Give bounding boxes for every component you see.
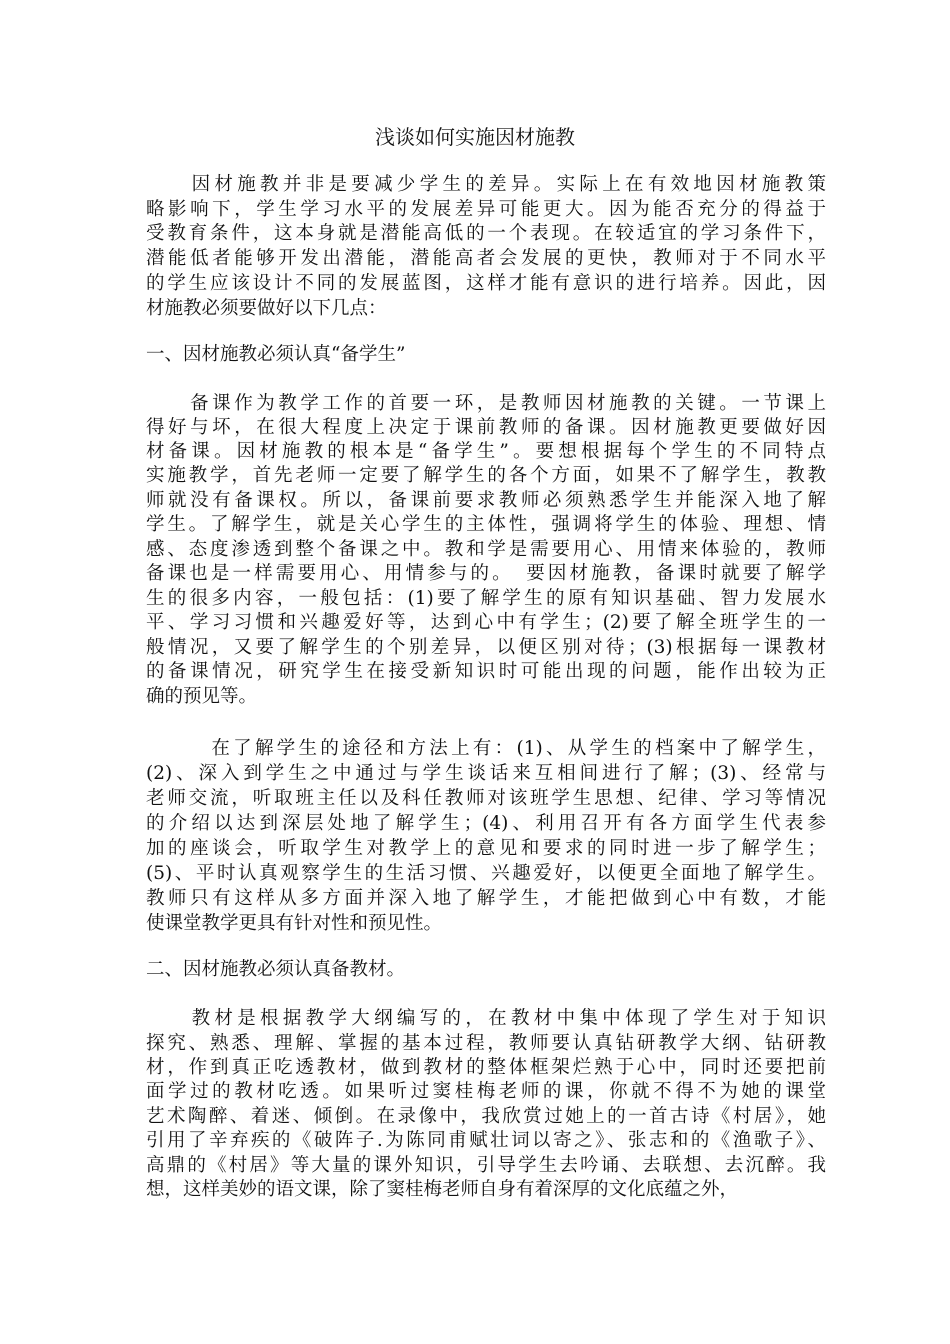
paragraph-3-line: 加的座谈会，听取学生对教学上的意见和要求的同时进一步了解学生； [146, 838, 826, 859]
document-title: 浅谈如何实施因材施教 [375, 125, 575, 149]
paragraph-4-line: 想，这样美妙的语文课，除了窦桂梅老师自身有着深厚的文化底蕴之外， [146, 1179, 739, 1200]
paragraph-2-line: 的备课情况，研究学生在接受新知识时可能出现的问题，能作出较为正 [146, 661, 826, 682]
paragraph-3-line: 老师交流，听取班主任以及科任教师对该班学生思想、纪律、学习等情况 [146, 788, 826, 809]
paragraph-4-line: 引用了辛弃疾的《破阵子.为陈同甫赋壮词以寄之》、张志和的《渔歌子》、 [146, 1130, 826, 1151]
paragraph-2-line: 材备课。因材施教的根本是“备学生”。要想根据每个学生的不同特点 [146, 441, 826, 462]
paragraph-1-line: 材施教必须要做好以下几点： [146, 298, 387, 319]
paragraph-2-line: 备课也是一样需要用心、用情参与的。 要因材施教，备课时就要了解学 [146, 563, 826, 584]
paragraph-2-line: 感、态度渗透到整个备课之中。教和学是需要用心、用情来体验的，教师 [146, 539, 826, 560]
paragraph-3-line: (5)、平时认真观察学生的生活习惯、兴趣爱好，以便更全面地了解学生。 [146, 863, 826, 884]
paragraph-2-line: 得好与坏，在很大程度上决定于课前教师的备课。因材施教更要做好因 [146, 417, 826, 438]
paragraph-4-line: 面学过的教材吃透。如果听过窦桂梅老师的课，你就不得不为她的课堂 [146, 1081, 826, 1102]
paragraph-4-line: 探究、熟悉、理解、掌握的基本过程，教师要认真钻研教学大纲、钻研教 [146, 1033, 826, 1054]
section-heading-1: 一、因材施教必须认真“备学生” [146, 344, 406, 365]
paragraph-2-line: 生的很多内容，一般包括：(1)要了解学生的原有知识基础、智力发展水 [146, 588, 826, 609]
paragraph-2-line: 学生。了解学生，就是关心学生的主体性，强调将学生的体验、理想、情 [146, 514, 826, 535]
paragraph-1-line: 潜能低者能够开发出潜能，潜能高者会发展的更快，教师对于不同水平 [146, 248, 826, 269]
paragraph-2-line: 备课作为教学工作的首要一环，是教师因材施教的关键。一节课上 [146, 393, 826, 414]
paragraph-3-line: 教师只有这样从多方面并深入地了解学生，才能把做到心中有数，才能 [146, 888, 826, 909]
paragraph-2-line: 平、学习习惯和兴趣爱好等，达到心中有学生；(2)要了解全班学生的一 [146, 612, 826, 633]
paragraph-2-line: 般情况，又要了解学生的个别差异，以便区别对待；(3)根据每一课教材 [146, 637, 826, 658]
paragraph-2-line: 实施教学，首先老师一定要了解学生的各个方面，如果不了解学生，教教 [146, 465, 826, 486]
paragraph-4-line: 艺术陶醉、着迷、倾倒。在录像中，我欣赏过她上的一首古诗《村居》，她 [146, 1106, 826, 1127]
paragraph-4-line: 高鼎的《村居》等大量的课外知识，引导学生去吟诵、去联想、去沉醉。我 [146, 1155, 826, 1176]
paragraph-3-line: 的介绍以达到深层处地了解学生；(4)、利用召开有各方面学生代表参 [146, 813, 826, 834]
paragraph-1-line: 的学生应该设计不同的发展蓝图，这样才能有意识的进行培养。因此，因 [146, 273, 826, 294]
section-heading-2: 二、因材施教必须认真备教材。 [146, 959, 406, 980]
paragraph-3-line: (2)、深入到学生之中通过与学生谈话来互相间进行了解；(3)、经常与 [146, 763, 826, 784]
paragraph-1-line: 受教育条件，这本身就是潜能高低的一个表现。在较适宜的学习条件下， [146, 223, 826, 244]
paragraph-4-line: 材，作到真正吃透教材，做到教材的整体框架烂熟于心中，同时还要把前 [146, 1057, 826, 1078]
paragraph-2-line: 师就没有备课权。所以，备课前要求教师必须熟悉学生并能深入地了解 [146, 490, 826, 511]
paragraph-1-line: 因材施教并非是要减少学生的差异。实际上在有效地因材施教策 [146, 174, 826, 195]
paragraph-1-line: 略影响下，学生学习水平的发展差异可能更大。因为能否充分的得益于 [146, 199, 826, 220]
paragraph-4-line: 教材是根据教学大纲编写的，在教材中集中体现了学生对于知识 [146, 1008, 826, 1029]
paragraph-3-line: 使课堂教学更具有针对性和预见性。 [146, 913, 443, 934]
paragraph-3-line: 在了解学生的途径和方法上有：(1)、从学生的档案中了解学生， [146, 738, 826, 759]
paragraph-2-line: 确的预见等。 [146, 686, 258, 707]
